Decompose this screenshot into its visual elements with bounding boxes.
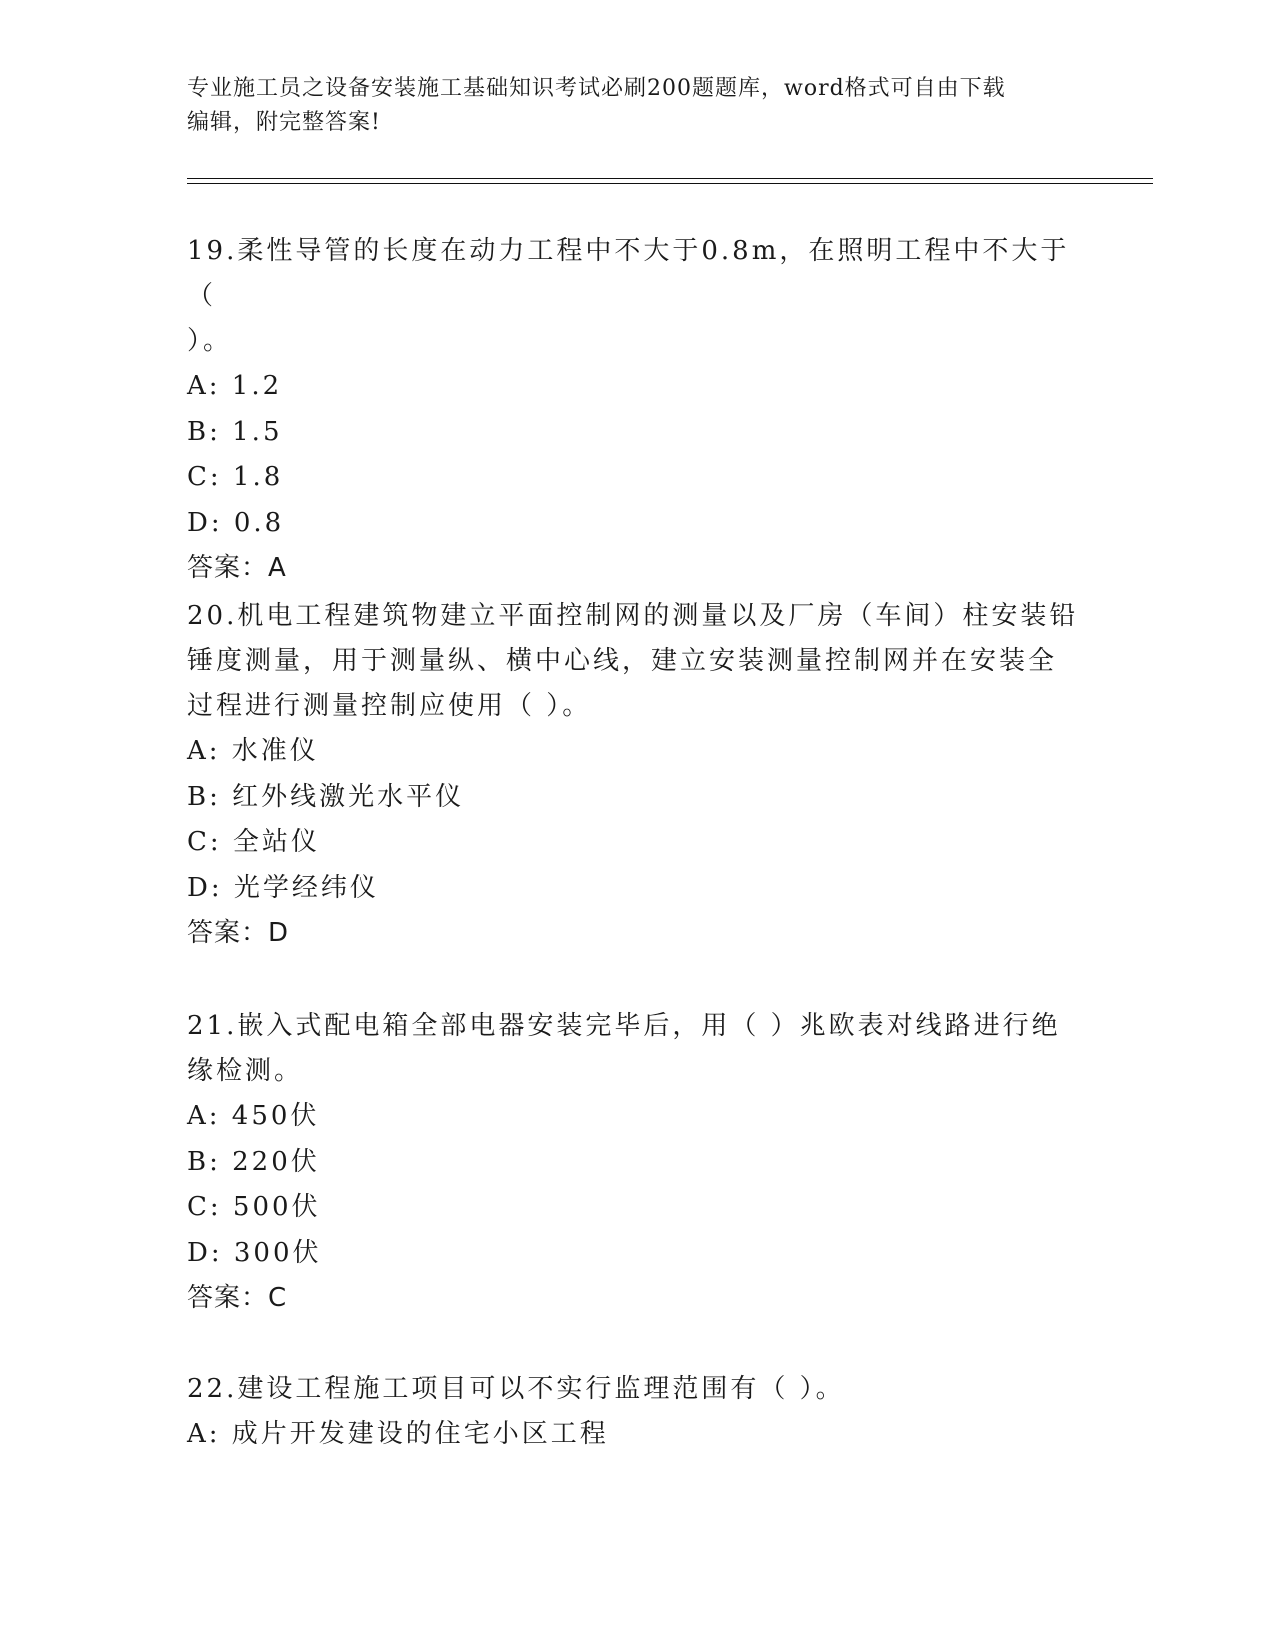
- option-d: D: 300伏: [187, 1237, 322, 1268]
- header-divider-top: [187, 178, 1153, 179]
- option-b: B: 220伏: [187, 1146, 320, 1177]
- question-21: [187, 1004, 1087, 1321]
- question-19: [187, 229, 1087, 591]
- option-c: C: 500伏: [187, 1192, 321, 1222]
- answer-label: 答案：A: [187, 553, 287, 583]
- option-d: D: 0.8: [187, 507, 285, 538]
- option-d: D: 光学经纬仪: [187, 872, 379, 903]
- question-text-line: 缘检测。: [187, 1056, 304, 1086]
- question-text-line: 锤度测量，用于测量纵、横中心线，建立安装测量控制网并在安装全: [187, 646, 1058, 676]
- question-text-line: 22.建设工程施工项目可以不实行监理范围有（ ）。: [187, 1374, 845, 1404]
- option-a: A: 450伏: [187, 1101, 320, 1131]
- option-a: A: 成片开发建设的住宅小区工程: [187, 1419, 609, 1449]
- question-text-line: 21.嵌入式配电箱全部电器安装完毕后，用（ ）兆欧表对线路进行绝: [187, 1011, 1061, 1041]
- option-a: A: 1.2: [187, 371, 283, 401]
- question-text-line: ）。: [187, 326, 233, 356]
- header-line-1: 专业施工员之设备安装施工基础知识考试必刷200题题库，word格式可自由下载: [187, 76, 1006, 101]
- answer-label: 答案：C: [187, 1283, 288, 1313]
- option-a: A: 水准仪: [187, 736, 319, 766]
- header-divider-bottom: [187, 183, 1153, 184]
- answer-label: 答案：D: [187, 918, 290, 948]
- question-text-line: 20.机电工程建筑物建立平面控制网的测量以及厂房（车间）柱安装铅: [187, 601, 1079, 631]
- question-22: [187, 1367, 1087, 1458]
- document-header: [187, 72, 1067, 140]
- option-c: C: 全站仪: [187, 827, 320, 857]
- option-b: B: 红外线激光水平仪: [187, 781, 465, 812]
- option-c: C: 1.8: [187, 462, 284, 492]
- question-text-line: 19.柔性导管的长度在动力工程中不大于0.8m，在照明工程中不大于（: [187, 236, 1070, 311]
- question-text-line: 过程进行测量控制应使用（ ）。: [187, 691, 592, 721]
- option-b: B: 1.5: [187, 416, 283, 447]
- question-20: [187, 594, 1087, 956]
- header-line-2: 编辑，附完整答案!: [187, 110, 381, 135]
